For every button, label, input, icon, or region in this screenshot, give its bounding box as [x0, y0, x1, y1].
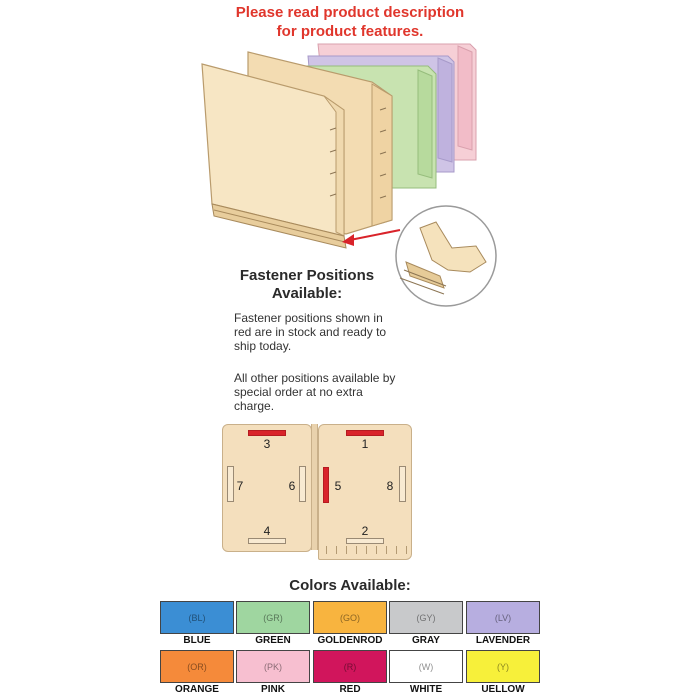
color-code: (LV) [494, 612, 512, 623]
note-line: Fastener positions shown in [234, 311, 383, 325]
color-name: WHITE [409, 684, 443, 695]
special-order-note [234, 371, 434, 413]
color-code: (Y) [497, 661, 509, 672]
color-name: LAVENDER [475, 635, 531, 646]
color-swatch-orange [160, 650, 234, 683]
fastener-heading-line-1: Fastener Positions [239, 267, 375, 284]
color-code: (R) [343, 661, 357, 672]
colors-heading: Colors Available: [289, 577, 411, 594]
color-swatch-blue [160, 601, 234, 634]
color-swatch-red [313, 650, 387, 683]
fastener-zoom-circle [396, 206, 496, 306]
color-code: (PK) [264, 661, 282, 672]
manila-folder [202, 52, 392, 248]
color-swatch-lavender [466, 601, 540, 634]
position-label-5: 5 [334, 479, 342, 493]
position-label-8: 8 [386, 479, 394, 493]
fastener-slot-8 [399, 466, 406, 502]
notice-line-2: for product features. [276, 23, 424, 40]
fastener-heading-line-2: Available: [271, 285, 343, 302]
color-name: GOLDENROD [317, 635, 383, 646]
color-swatch-pink [236, 650, 310, 683]
color-swatch-uellow [466, 650, 540, 683]
bottom-tick-marks [322, 546, 408, 558]
color-swatch-green [236, 601, 310, 634]
fastener-slot-1 [346, 430, 384, 436]
color-code: (OR) [187, 661, 207, 672]
position-label-7: 7 [236, 479, 244, 493]
fastener-slot-6 [299, 466, 306, 502]
color-swatch-gray [389, 601, 463, 634]
fastener-slot-2 [346, 538, 384, 544]
in-stock-note [234, 311, 434, 353]
position-label-4: 4 [263, 524, 271, 538]
color-name: GRAY [412, 635, 440, 646]
note-line: special order at no extra [234, 385, 363, 399]
fastener-position-diagram [222, 424, 412, 560]
color-name: PINK [261, 684, 285, 695]
color-name: RED [339, 684, 361, 695]
position-label-3: 3 [263, 437, 271, 451]
color-name: UELLOW [481, 684, 525, 695]
color-swatch-goldenrod [313, 601, 387, 634]
note-line: All other positions available by [234, 371, 396, 385]
color-code: (W) [418, 661, 434, 672]
fastener-slot-5 [323, 467, 329, 503]
color-code: (GO) [340, 612, 360, 623]
color-name: BLUE [183, 635, 211, 646]
fastener-slot-4 [248, 538, 286, 544]
fastener-slot-3 [248, 430, 286, 436]
color-code: (BL) [188, 612, 206, 623]
fastener-positions-heading [232, 267, 382, 303]
position-label-6: 6 [288, 479, 296, 493]
position-label-1: 1 [361, 437, 369, 451]
note-line: charge. [234, 399, 275, 413]
color-code: (GY) [416, 612, 436, 623]
color-code: (GR) [263, 612, 283, 623]
color-swatch-white [389, 650, 463, 683]
note-line: red are in stock and ready to [234, 325, 387, 339]
color-name: GREEN [255, 635, 291, 646]
notice-line-1: Please read product description [235, 4, 465, 21]
folder-spine [311, 424, 318, 550]
position-label-2: 2 [361, 524, 369, 538]
color-name: ORANGE [175, 684, 219, 695]
note-line: ship today. [234, 339, 292, 353]
